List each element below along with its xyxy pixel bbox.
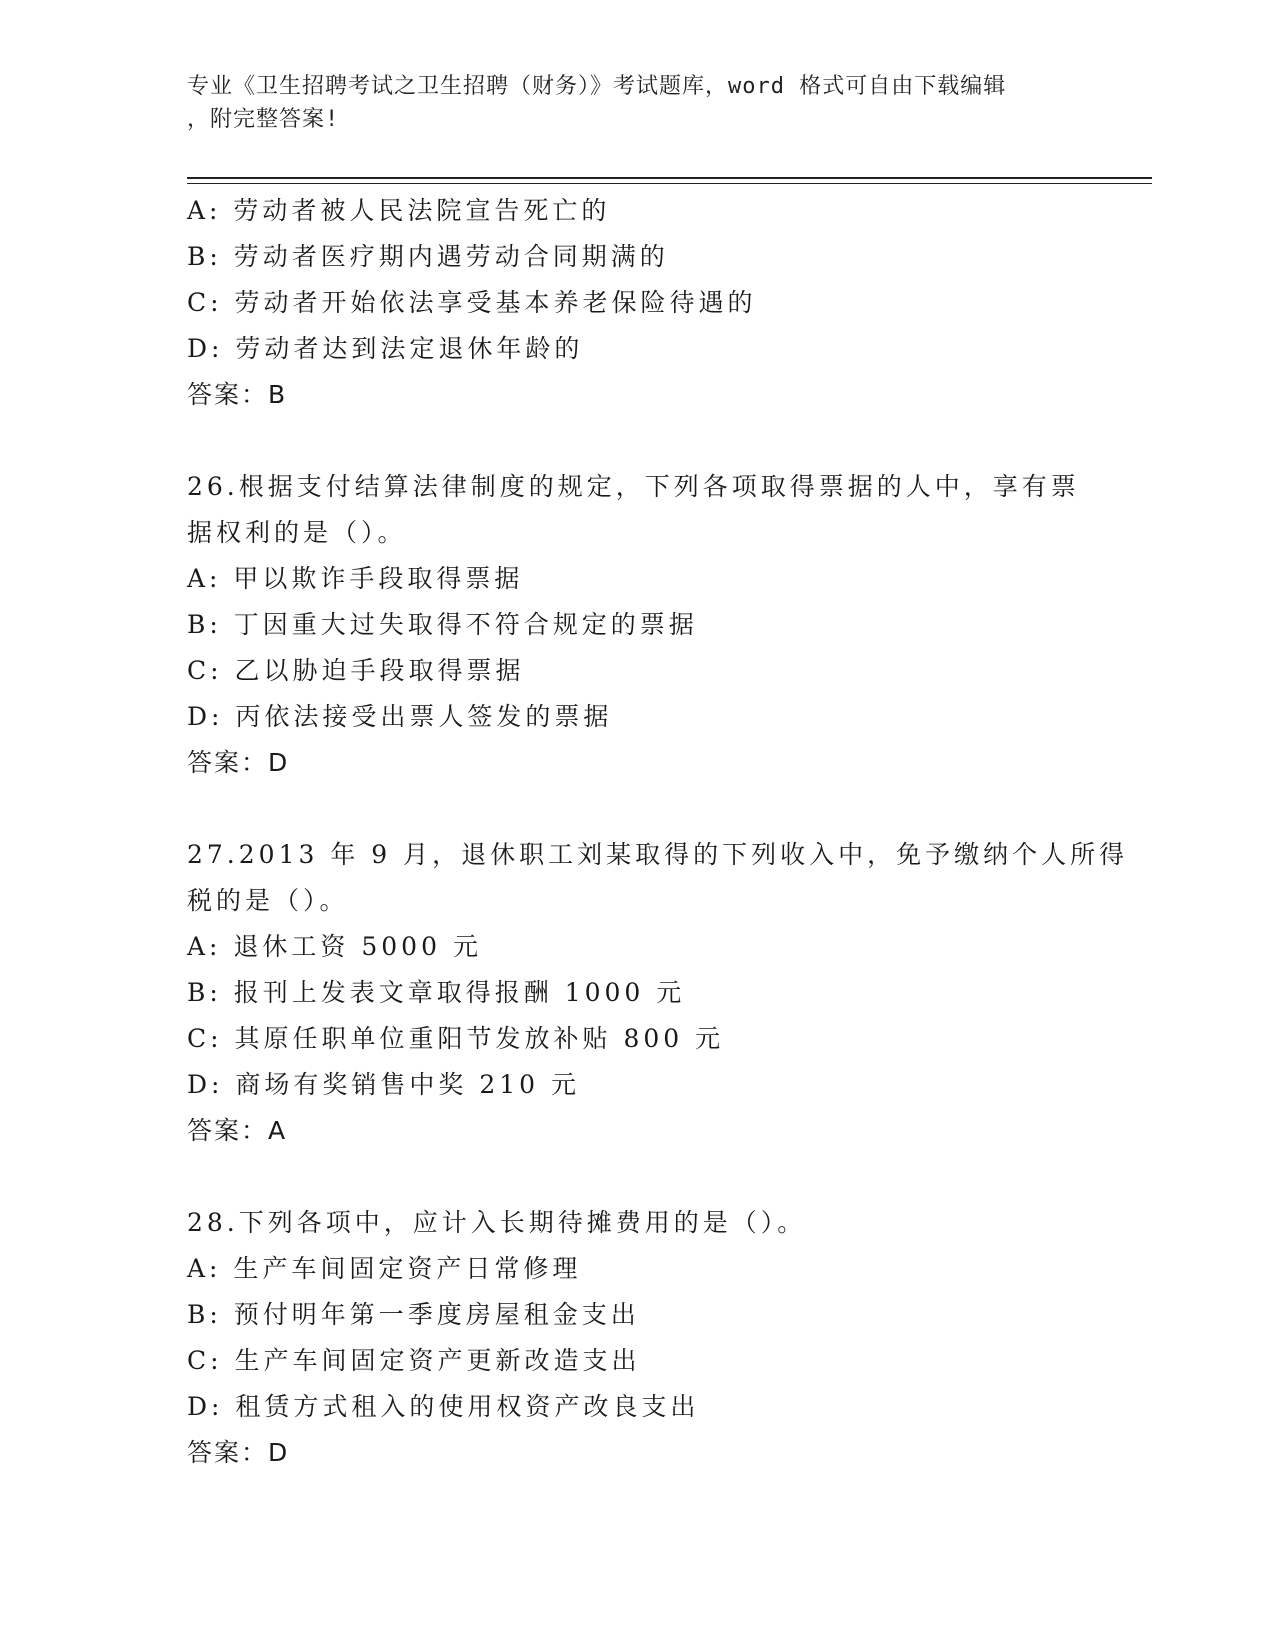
question-block-26 [187, 464, 1087, 786]
answer-line: 答案：B [187, 380, 288, 409]
option-b: B: 劳动者医疗期内遇劳动合同期满的 [187, 242, 669, 271]
question-block-27 [187, 832, 1129, 1154]
question-text-line-1: 28.下列各项中，应计入长期待摊费用的是（）。 [187, 1208, 807, 1237]
header-line-1: 专业《卫生招聘考试之卫生招聘（财务）》考试题库，word 格式可自由下载编辑 [187, 74, 1007, 99]
header-divider-thin [187, 183, 1152, 184]
question-block-25 [187, 188, 1087, 418]
option-d: D: 丙依法接受出票人签发的票据 [187, 702, 613, 731]
question-block-28 [187, 1200, 1087, 1476]
option-d: D: 租赁方式租入的使用权资产改良支出 [187, 1392, 700, 1421]
answer-line: 答案：D [187, 1438, 290, 1467]
question-text-line-1: 26.根据支付结算法律制度的规定，下列各项取得票据的人中，享有票 [187, 472, 1080, 501]
option-c: C: 其原任职单位重阳节发放补贴 800 元 [187, 1024, 725, 1053]
option-a: A: 劳动者被人民法院宣告死亡的 [187, 196, 611, 225]
question-text-line-1: 27.2013 年 9 月，退休职工刘某取得的下列收入中，免予缴纳个人所得 [187, 840, 1129, 869]
question-text-line-2: 税的是（）。 [187, 886, 349, 915]
option-a: A: 甲以欺诈手段取得票据 [187, 564, 524, 593]
option-c: C: 劳动者开始依法享受基本养老保险待遇的 [187, 288, 757, 317]
option-d: D: 商场有奖销售中奖 210 元 [187, 1070, 581, 1099]
option-b: B: 丁因重大过失取得不符合规定的票据 [187, 610, 698, 639]
answer-line: 答案：A [187, 1116, 288, 1145]
option-b: B: 预付明年第一季度房屋租金支出 [187, 1300, 640, 1329]
question-text-line-2: 据权利的是（）。 [187, 518, 407, 547]
option-a: A: 生产车间固定资产日常修理 [187, 1254, 582, 1283]
header-line-2: ，附完整答案! [187, 107, 340, 132]
spacer [187, 786, 1087, 832]
spacer [187, 418, 1087, 464]
option-d: D: 劳动者达到法定退休年龄的 [187, 334, 584, 363]
option-c: C: 乙以胁迫手段取得票据 [187, 656, 525, 685]
answer-line: 答案：D [187, 748, 290, 777]
option-a: A: 退休工资 5000 元 [187, 932, 482, 961]
option-b: B: 报刊上发表文章取得报酬 1000 元 [187, 978, 686, 1007]
spacer [187, 1154, 1087, 1200]
document-header [187, 70, 1087, 136]
question-list [187, 188, 1129, 1476]
header-divider-thick [187, 177, 1152, 179]
option-c: C: 生产车间固定资产更新改造支出 [187, 1346, 641, 1375]
